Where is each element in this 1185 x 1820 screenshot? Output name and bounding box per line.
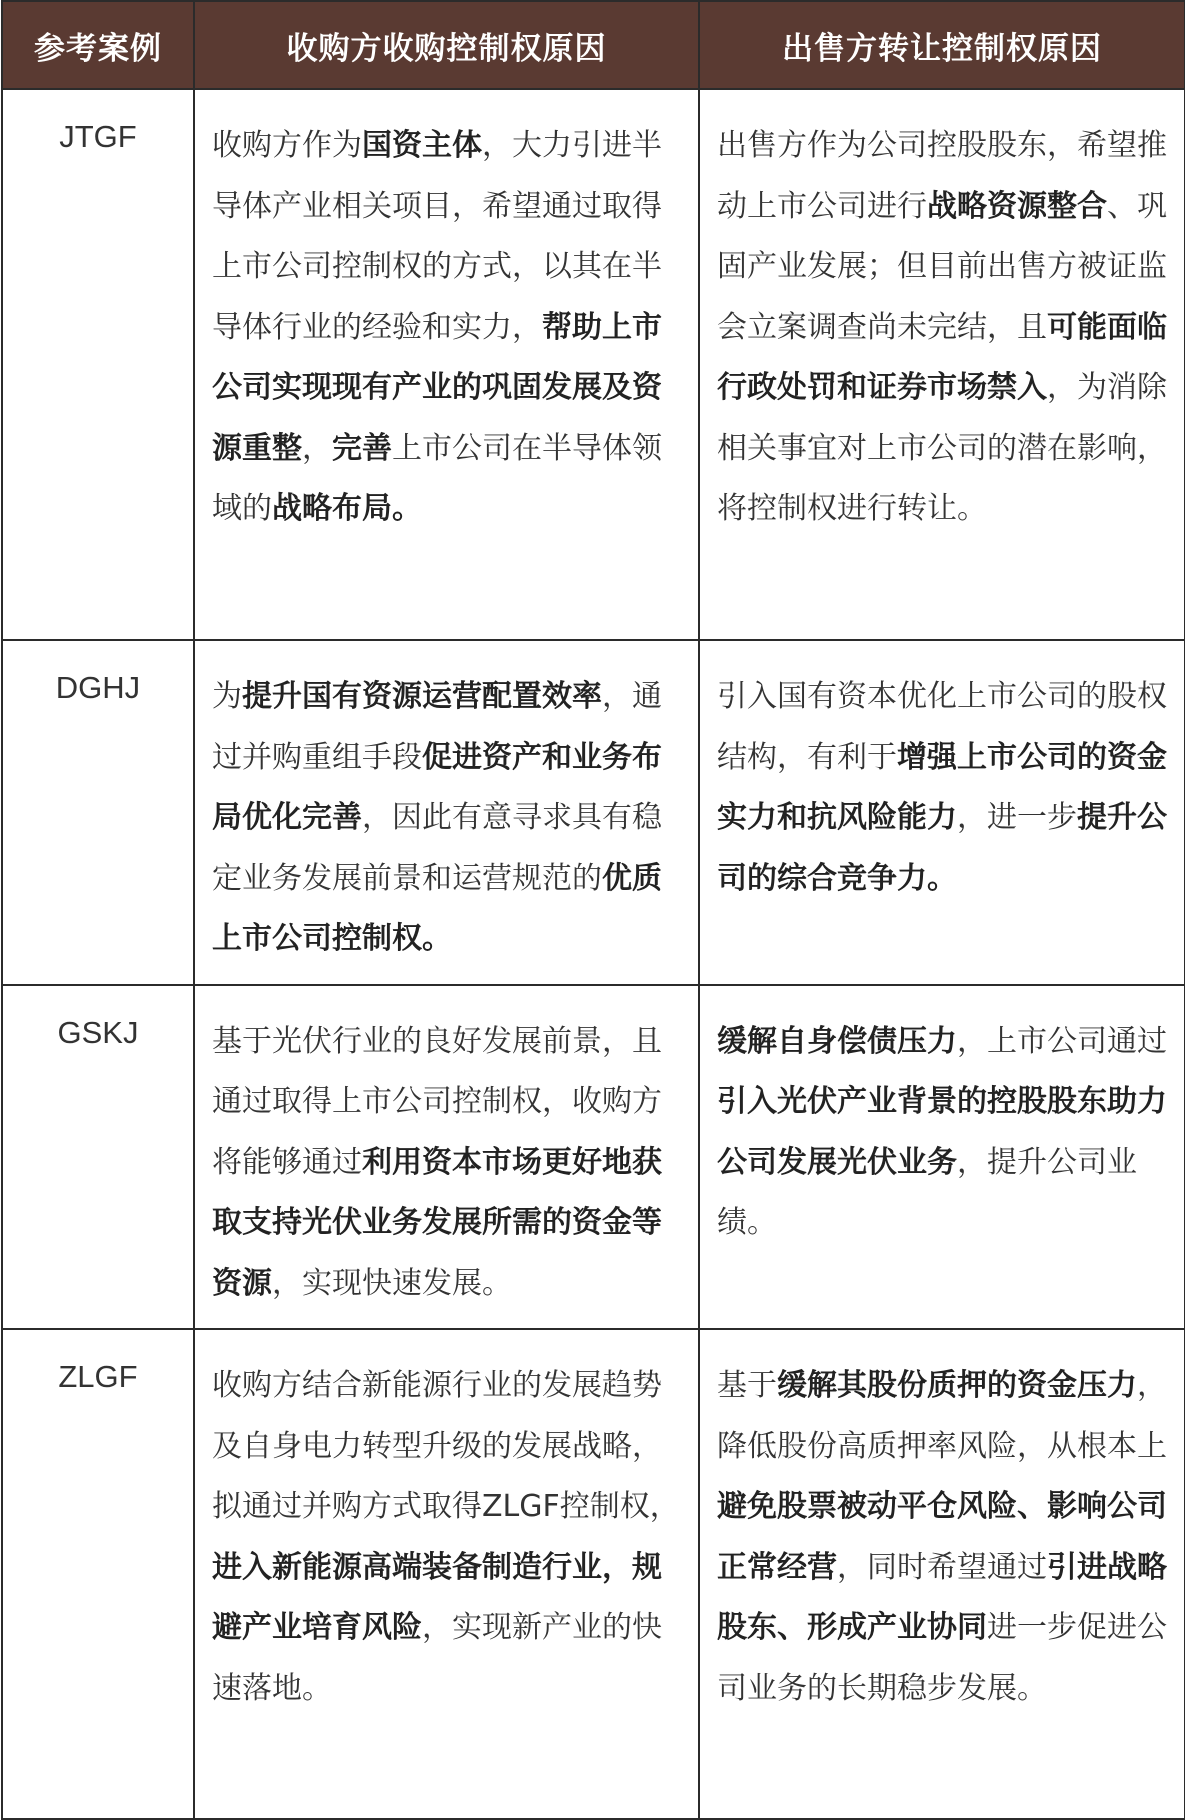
body-text: ，进一步 — [957, 800, 1077, 835]
emphasis-text: 进入新能源高端装备制造行业，规避产业培育风险 — [212, 1549, 662, 1645]
body-text: 基于光伏行业的良好发展前景，且通过取得上市公司控制权，收购方将能够通过 — [212, 1023, 662, 1180]
emphasis-text: 避免股票被动平仓风险、影响公司正常经营 — [717, 1489, 1167, 1585]
emphasis-text: 提升国有资源运营配置效率 — [242, 679, 602, 714]
emphasis-text: 完善 — [332, 430, 392, 466]
acquirer-reason-cell — [194, 640, 699, 985]
seller-reason-text — [717, 128, 1167, 526]
table-row — [2, 89, 1185, 640]
body-text: ，通过并购重组手段 — [212, 679, 662, 775]
control-transfer-comparison-table — [1, 0, 1185, 1820]
body-text: ，同时希望通过 — [837, 1549, 1047, 1585]
body-text: ，上市公司通过 — [957, 1023, 1167, 1059]
emphasis-text: 优质上市公司控制权。 — [212, 860, 662, 956]
emphasis-text: 缓解自身偿债压力 — [717, 1023, 957, 1059]
table-header-row — [2, 1, 1185, 89]
body-text: 出售方作为公司控股股东，希望推动上市公司进行 — [717, 128, 1167, 224]
case-name: JTGF — [2, 89, 194, 640]
acquirer-reason-cell — [194, 89, 699, 640]
case-name: GSKJ — [2, 985, 194, 1330]
emphasis-text: 引入光伏产业背景的控股股东助力公司发展光伏业务 — [717, 1084, 1167, 1180]
emphasis-text: 促进资产和业务布局优化完善 — [212, 739, 662, 835]
body-text: ，因此有意寻求具有稳定业务发展前景和运营规范的 — [212, 800, 662, 896]
acquirer-reason-text — [212, 1368, 680, 1706]
body-text: 引入国有资本优化上市公司的股权结构，有利于 — [717, 679, 1167, 775]
acquirer-reason-cell — [194, 985, 699, 1330]
seller-reason-text — [717, 679, 1167, 896]
body-text: ，大力引进半导体产业相关项目，希望通过取得上市公司控制权的方式，以其在半导体行业的经验和实力， — [212, 128, 662, 345]
body-text: ，实现新产业的快速落地。 — [212, 1610, 662, 1706]
emphasis-text: 增强上市公司的资金实力和抗风险能力 — [717, 739, 1167, 835]
seller-reason-cell — [699, 985, 1185, 1330]
body-text: 收购方结合新能源行业的发展趋势及自身电力转型升级的发展战略，拟通过并购方式取得ZLGF控制权， — [212, 1368, 680, 1524]
body-text: 、巩固产业发展；但目前出售方被证监会立案调查尚未完结，且 — [717, 188, 1167, 345]
body-text: ，降低股份高质押率风险，从根本上 — [717, 1368, 1167, 1464]
acquirer-reason-cell — [194, 1329, 699, 1819]
emphasis-text: 帮助上市公司实现现有产业的巩固发展及资源重整 — [212, 309, 662, 466]
body-text: ，提升公司业绩。 — [717, 1144, 1137, 1240]
body-text: ，实现快速发展。 — [272, 1265, 512, 1301]
header-acquirer-reason: 收购方收购控制权原因 — [194, 1, 699, 89]
acquirer-reason-text — [212, 679, 662, 956]
acquirer-reason-text — [212, 128, 662, 526]
emphasis-text: 缓解其股份质押的资金压力 — [777, 1368, 1137, 1403]
header-case: 参考案例 — [2, 1, 194, 89]
body-text: 上市公司在半导体领域的 — [212, 430, 662, 526]
body-text: ， — [302, 430, 332, 466]
emphasis-text: 引进战略股东、形成产业协同 — [717, 1549, 1167, 1645]
seller-reason-text — [717, 1024, 1167, 1241]
body-text: 收购方作为 — [212, 128, 362, 163]
emphasis-text: 战略资源整合 — [927, 188, 1107, 224]
table-row — [2, 985, 1185, 1330]
emphasis-text: 提升公司的综合竞争力。 — [717, 800, 1167, 896]
seller-reason-text — [717, 1368, 1167, 1706]
emphasis-text: 可能面临行政处罚和证券市场禁入 — [717, 309, 1167, 405]
table-row — [2, 640, 1185, 985]
emphasis-text: 利用资本市场更好地获取支持光伏业务发展所需的资金等资源 — [212, 1144, 662, 1301]
seller-reason-cell — [699, 1329, 1185, 1819]
seller-reason-cell — [699, 640, 1185, 985]
body-text: 基于 — [717, 1368, 777, 1403]
acquirer-reason-text — [212, 1024, 662, 1301]
case-name: DGHJ — [2, 640, 194, 985]
table-row — [2, 1329, 1185, 1819]
body-text: 为 — [212, 679, 242, 714]
emphasis-text: 国资主体 — [362, 128, 482, 163]
seller-reason-cell — [699, 89, 1185, 640]
header-seller-reason: 出售方转让控制权原因 — [699, 1, 1185, 89]
case-name: ZLGF — [2, 1329, 194, 1819]
emphasis-text: 战略布局。 — [272, 491, 422, 526]
body-text: 进一步促进公司业务的长期稳步发展。 — [717, 1610, 1167, 1706]
body-text: ，为消除相关事宜对上市公司的潜在影响，将控制权进行转让。 — [717, 370, 1167, 526]
